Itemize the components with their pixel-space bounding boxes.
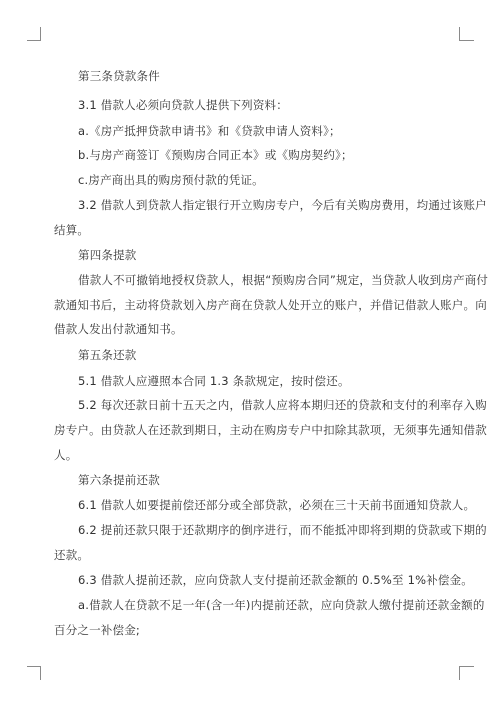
crop-mark-top-left-horizontal xyxy=(27,40,41,41)
clause-6-2-line-1: 6.2 提前还款只限于还款期序的倒序进行，而不能抵冲即将到期的贷款或下期的 xyxy=(78,523,487,537)
clause-6-3: 6.3 借款人提前还款，应向贷款人支付提前还款金额的 0.5%至 1%补偿金。 xyxy=(78,573,474,587)
clause-4-line-3: 借款人发出付款通知书。 xyxy=(54,322,183,336)
crop-mark-top-right-horizontal xyxy=(460,40,474,41)
clause-3-1-a: a.《房产抵押贷款申请书》和《贷款申请人资料》； xyxy=(78,124,341,138)
clause-3-1: 3.1 借款人必须向贷款人提供下列资料： xyxy=(78,98,288,112)
clause-6-2-line-2: 还款。 xyxy=(54,548,90,562)
clause-4-line-1: 借款人不可撤销地授权贷款人，根据“预购房合同”规定，当贷款人收到房产商付 xyxy=(78,273,489,287)
clause-5-2-line-2: 房专户。由贷款人在还款到期日，主动在购房专户中扣除其款项，无须事先通知借款 xyxy=(54,423,487,437)
section-heading-6: 第六条提前还款 xyxy=(78,473,160,487)
clause-5-1: 5.1 借款人应遵照本合同 1.3 条款规定，按时偿还。 xyxy=(78,374,350,388)
section-heading-4: 第四条提款 xyxy=(78,248,137,262)
section-heading-3: 第三条贷款条件 xyxy=(78,69,160,83)
clause-6-3-a-line-2: 百分之一补偿金; xyxy=(54,623,140,637)
crop-mark-bottom-left-vertical xyxy=(40,666,41,680)
crop-mark-top-right-vertical xyxy=(459,27,460,41)
crop-mark-bottom-right-horizontal xyxy=(460,666,474,667)
section-heading-5: 第五条还款 xyxy=(78,348,137,362)
clause-3-1-c: c.房产商出具的购房预付款的凭证。 xyxy=(78,173,264,187)
clause-6-1: 6.1 借款人如要提前偿还部分或全部贷款，必须在三十天前书面通知贷款人。 xyxy=(78,498,476,512)
clause-4-line-2: 款通知书后，主动将贷款划入房产商在贷款人处开立的账户，并借记借款人账户。向 xyxy=(54,298,487,312)
clause-3-2-line-2: 结算。 xyxy=(54,223,90,237)
crop-mark-bottom-left-horizontal xyxy=(27,666,41,667)
clause-5-2-line-1: 5.2 每次还款日前十五天之内，借款人应将本期归还的贷款和支付的利率存入购 xyxy=(78,398,487,412)
clause-6-3-a-line-1: a.借款人在贷款不足一年(含一年)内提前还款，应向贷款人缴付提前还款金额的 xyxy=(78,598,485,612)
clause-3-1-b: b.与房产商签订《预购房合同正本》或《购房契约》； xyxy=(78,148,353,162)
clause-5-2-line-3: 人。 xyxy=(54,448,78,462)
crop-mark-bottom-right-vertical xyxy=(459,666,460,680)
clause-3-2-line-1: 3.2 借款人到贷款人指定银行开立购房专户，今后有关购房费用，均通过该账户 xyxy=(78,198,487,212)
crop-mark-top-left-vertical xyxy=(40,27,41,41)
